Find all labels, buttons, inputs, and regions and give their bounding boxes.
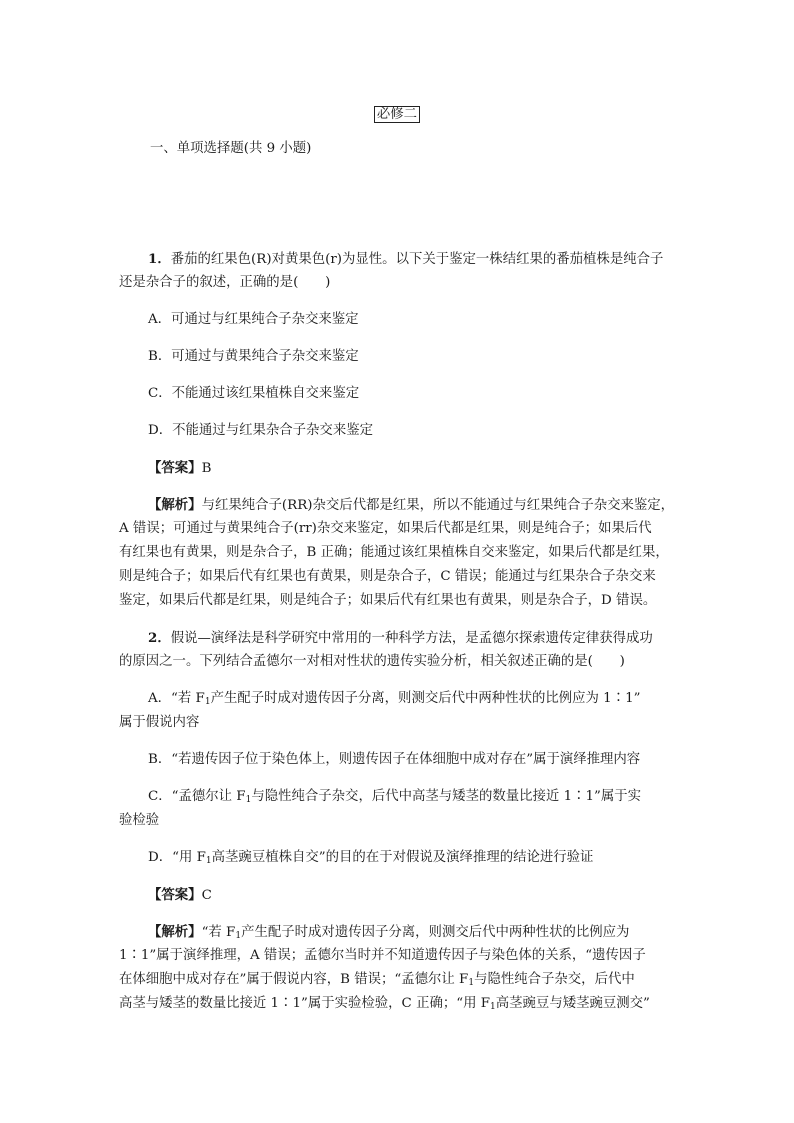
q1-option-c: C．不能通过该红果植株自交来鉴定 (148, 386, 360, 401)
q1-answer: 【答案】B (148, 460, 212, 476)
q2-option-b: B．“若遗传因子位于染色体上，则遗传因子在体细胞中成对存在”属于演绎推理内容 (148, 752, 641, 767)
q2-stem-line1: 2．假说—演绎法是科学研究中常用的一种科学方法，是孟德尔探索遗传定律获得成功 (148, 630, 653, 646)
q2-option-c: C．“孟德尔让 $F_1$与隐性纯合子杂交，后代中高茎与矮茎的数量比接近 1∶1”属于实 (148, 789, 642, 805)
q2-explanation-line1: 【解析】“若 $F_1$产生配子时成对遗传因子分离，则测交后代中两种性状的比例应为 (148, 924, 630, 941)
q2-option-a: A．“若 $F_1$产生配子时成对遗传因子分离，则测交后代中两种性状的比例应为 1∶1” (148, 691, 641, 707)
q1-explanation-line1: 【解析】与红果纯合子(RR)杂交后代都是红果，所以不能通过与红果纯合子杂交来鉴定， (148, 497, 675, 513)
q1-explanation-line2: A 错误；可通过与黄果纯合子(rr)杂交来鉴定，如果后代都是红果，则是纯合子；如果后代 (119, 521, 652, 536)
q2-option-c-line2: 验检验 (119, 813, 160, 828)
page-title: 必修二 (0, 103, 794, 122)
q2-number: 2． (148, 630, 171, 646)
section-heading: 一、单项选择题(共 9 小题) (150, 141, 312, 156)
q2-answer: 【答案】C (148, 887, 212, 903)
q1-option-a: A．可通过与红果纯合子杂交来鉴定 (148, 312, 359, 327)
q1-explanation-line4: 则是纯合子；如果后代有红果也有黄果，则是杂合子，C 错误；能通过与红果杂合子杂交来 (119, 569, 656, 584)
q2-option-a-line2: 属于假说内容 (119, 715, 200, 730)
q1-stem-line2: 还是杂合子的叙述，正确的是( ) (119, 275, 331, 290)
q2-explanation-line2: 1∶1”属于演绎推理，A 错误；孟德尔当时并不知道遗传因子与染色体的关系，“遗传因子 (119, 948, 646, 963)
q2-explanation-line4: 高茎与矮茎的数量比接近 1∶1”属于实验检验，C 正确；“用 $F_1$高茎豌豆与矮茎豌豆测交” (119, 996, 650, 1012)
q1-number: 1． (148, 251, 171, 267)
q1-stem-line1: 1．番茄的红果色(R)对黄果色(r)为显性。以下关于鉴定一株结红果的番茄植株是纯合子 (148, 251, 664, 267)
q1-option-b: B．可通过与黄果纯合子杂交来鉴定 (148, 349, 359, 364)
q1-option-d: D．不能通过与红果杂合子杂交来鉴定 (148, 423, 373, 438)
q1-explanation-line5: 鉴定，如果后代都是红果，则是纯合子；如果后代有红果也有黄果，则是杂合子，D 错误。 (119, 593, 657, 608)
q1-explanation-line3: 有红果也有黄果，则是杂合子，B 正确；能通过该红果植株自交来鉴定，如果后代都是红果， (119, 545, 669, 560)
q2-stem-line2: 的原因之一。下列结合孟德尔一对相对性状的遗传实验分析，相关叙述正确的是( ) (119, 654, 625, 669)
q2-explanation-line3: 在体细胞中成对存在”属于假说内容，B 错误；“孟德尔让 $F_1$与隐性纯合子杂交，后代中 (119, 972, 635, 988)
q2-option-d: D．“用 $F_1$高茎豌豆植株自交”的目的在于对假说及演绎推理的结论进行验证 (148, 850, 594, 866)
